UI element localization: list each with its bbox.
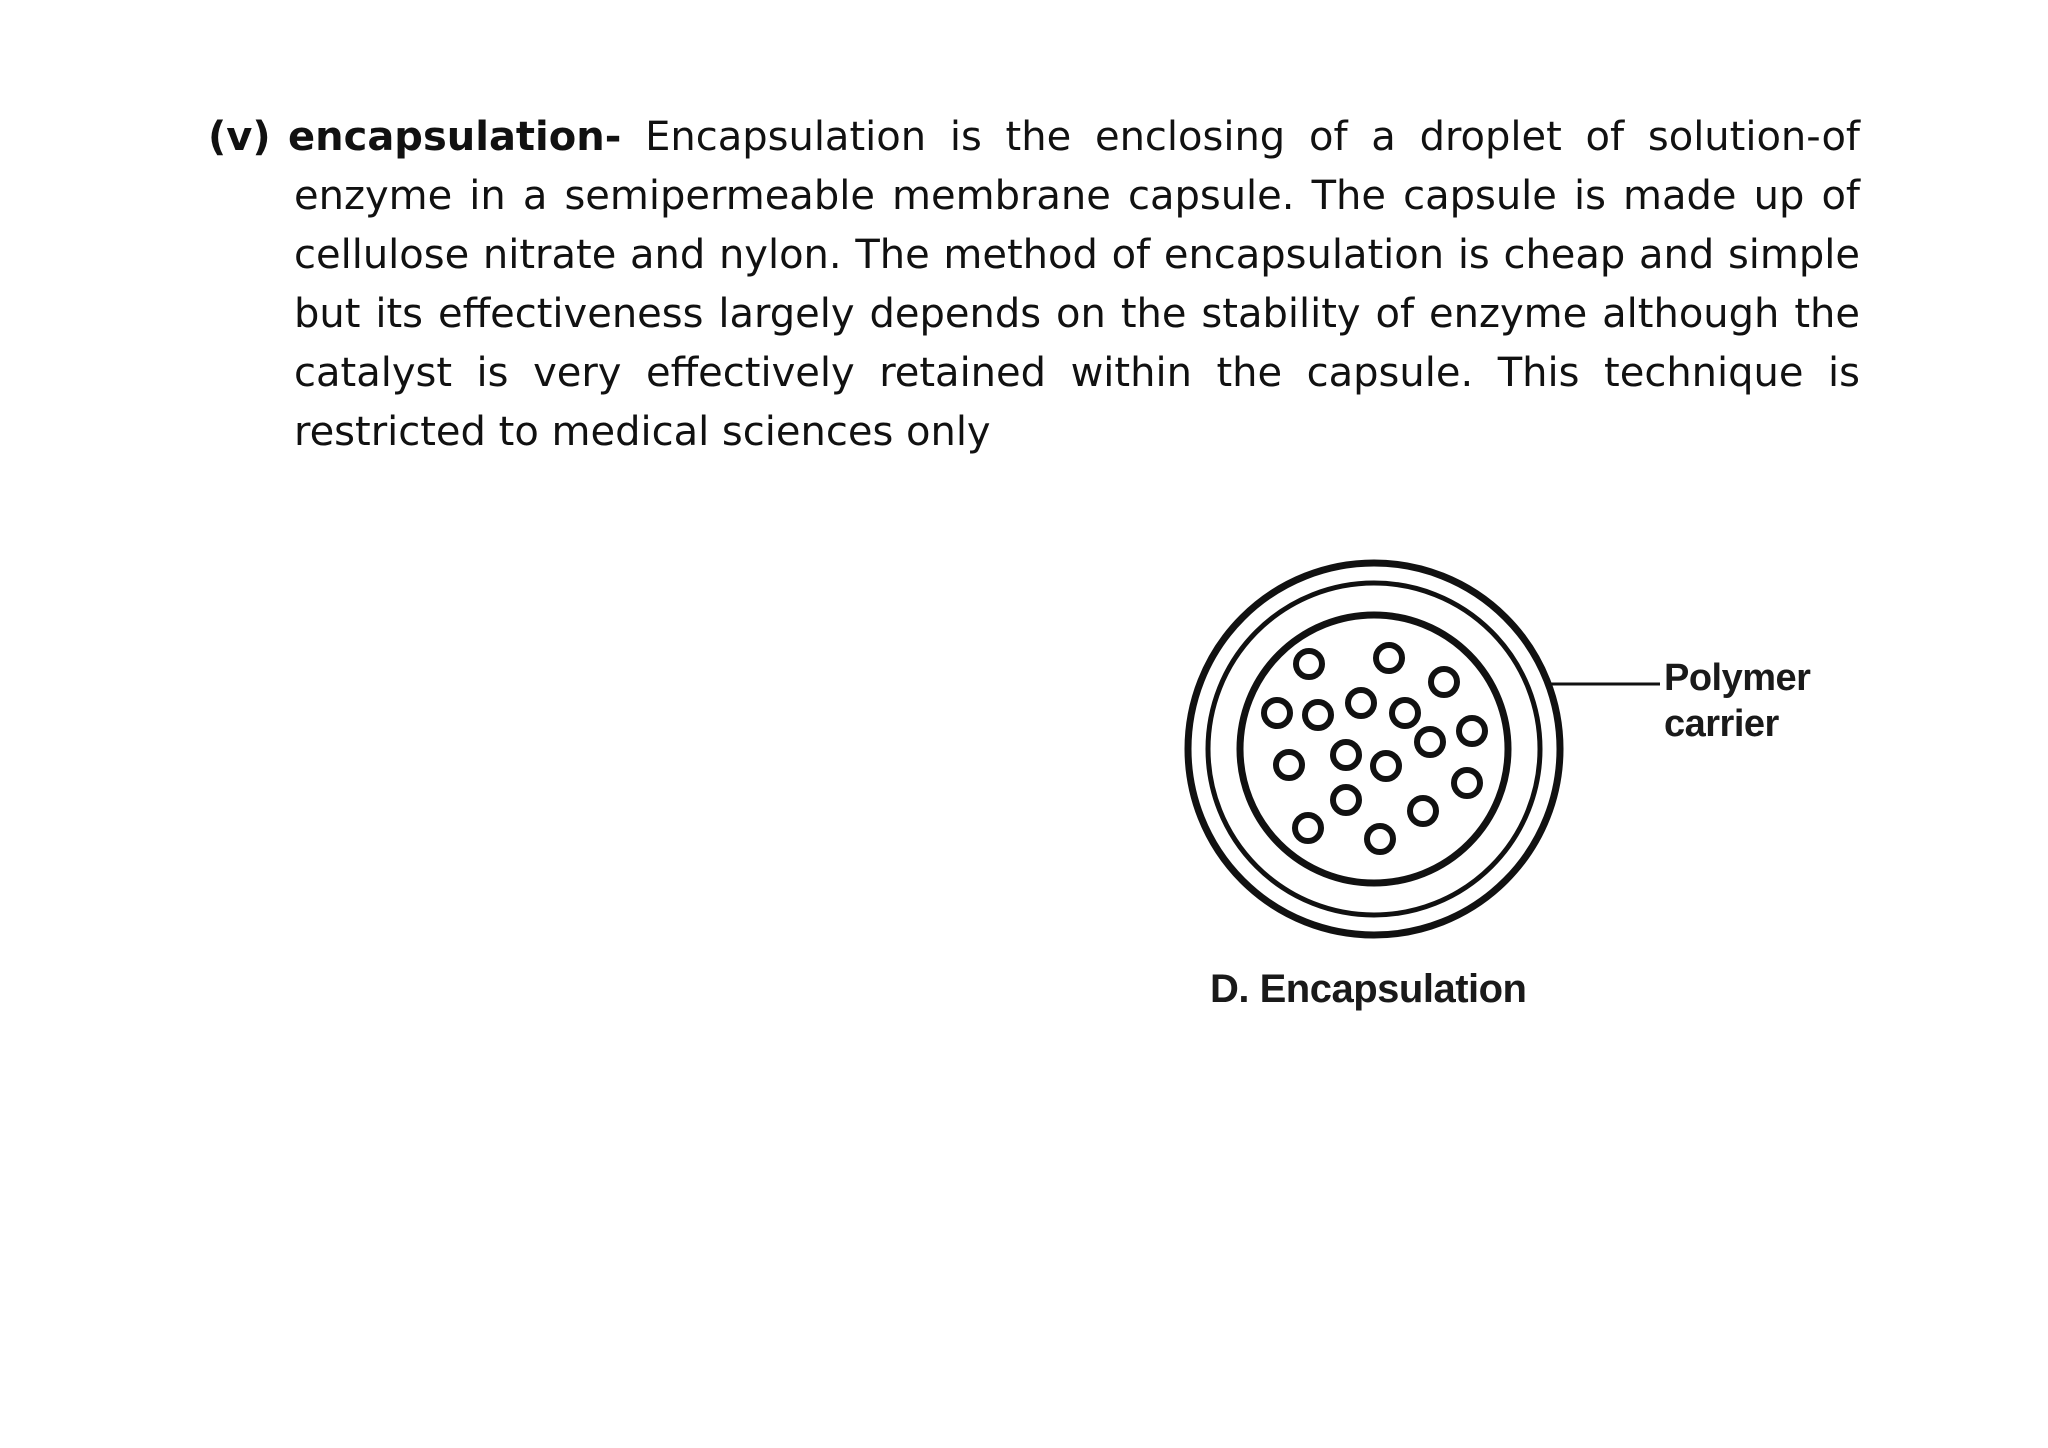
polymer-carrier-label bbox=[1664, 655, 1810, 747]
list-marker: (v) bbox=[208, 114, 271, 160]
encapsulation-figure bbox=[1180, 555, 1840, 1035]
paragraph-line-4: but its effectiveness largely depends on the stability of enzyme although the bbox=[294, 291, 1860, 337]
first-line-text bbox=[288, 108, 1860, 167]
enzyme-droplets bbox=[1264, 645, 1485, 852]
paragraph-line-6: restricted to medical sciences only bbox=[294, 409, 991, 455]
label-line-carrier: carrier bbox=[1664, 703, 1779, 745]
outer-membrane-ring bbox=[1188, 563, 1560, 935]
term-heading: encapsulation- bbox=[288, 114, 622, 160]
paragraph-line-3: cellulose nitrate and nylon. The method of encapsulation is cheap and simple bbox=[294, 232, 1860, 278]
figure-caption: D. Encapsulation bbox=[1210, 967, 1527, 1011]
encapsulation-paragraph bbox=[208, 108, 1860, 462]
paragraph-line-2: enzyme in a semipermeable membrane capsule. The capsule is made up of bbox=[294, 173, 1860, 219]
label-line-polymer: Polymer bbox=[1664, 657, 1811, 699]
encapsulation-diagram bbox=[1180, 555, 1660, 955]
first-line-rest: Encapsulation is the enclosing of a droplet of solution-of bbox=[645, 114, 1861, 160]
middle-membrane-ring bbox=[1208, 583, 1540, 915]
paragraph-line-5: catalyst is very effectively retained within the capsule. This technique is bbox=[294, 350, 1860, 396]
paragraph-first-line bbox=[208, 108, 1860, 167]
